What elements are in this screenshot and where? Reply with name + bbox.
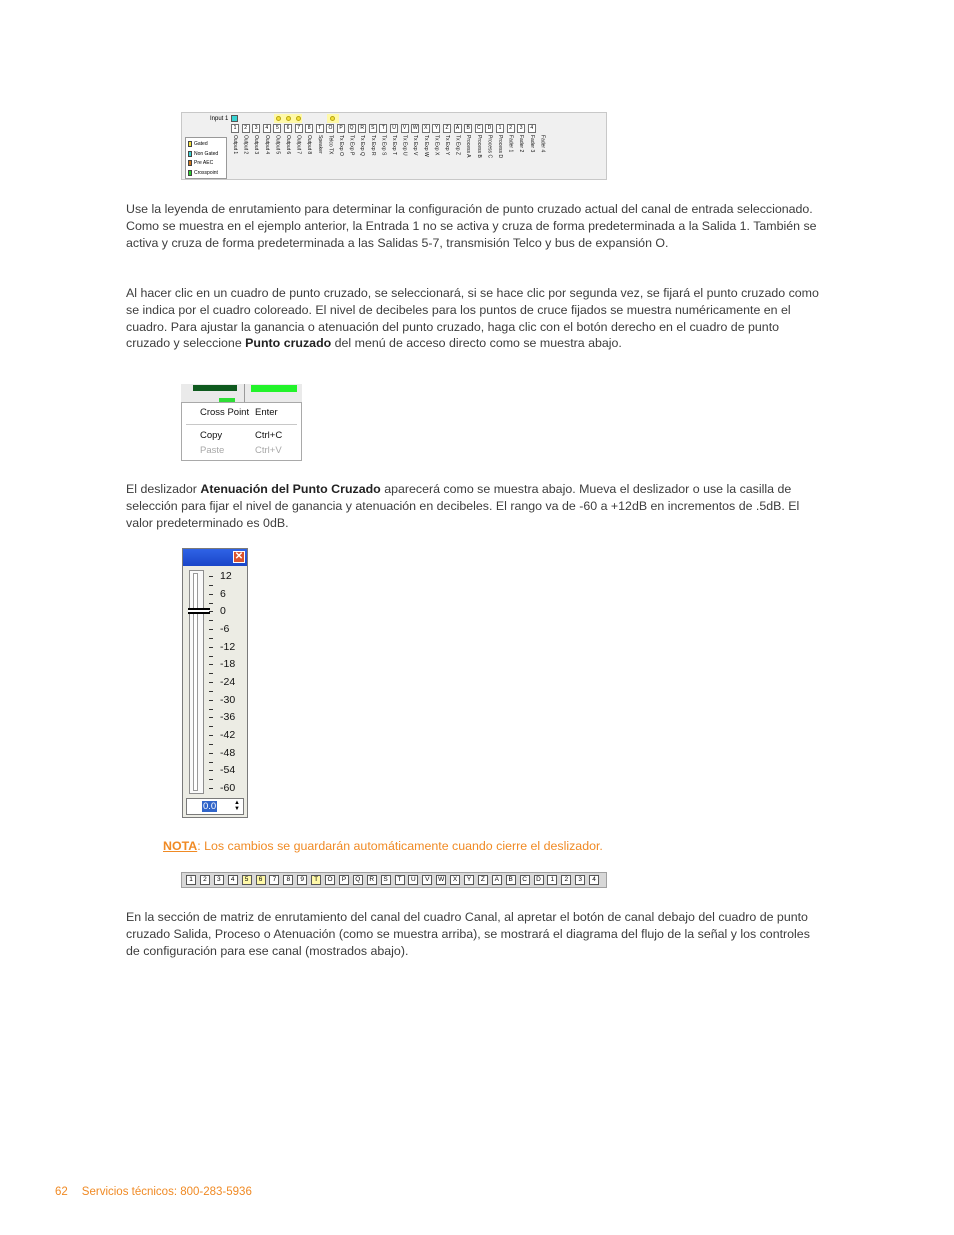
column-label-text: Tx Exp W xyxy=(422,135,429,157)
scale-label: -54 xyxy=(220,764,236,776)
column-label xyxy=(337,135,345,179)
column-label xyxy=(464,135,472,179)
column-label-text: Speaker xyxy=(316,135,323,154)
column-label xyxy=(411,135,419,179)
column-label-text: Tx Exp Y xyxy=(444,135,450,156)
column-label xyxy=(305,135,313,179)
scale-label: -36 xyxy=(220,711,236,723)
column-label xyxy=(432,135,440,179)
column-label-text: Fader 1 xyxy=(507,135,514,153)
input-crosspoint-cell[interactable] xyxy=(231,115,238,122)
column-label xyxy=(326,135,334,179)
matrix-button[interactable]: 7 xyxy=(295,124,303,133)
column-label xyxy=(454,135,462,179)
column-label-text: Tx Exp S xyxy=(380,135,387,156)
column-label xyxy=(517,135,525,179)
channel-button[interactable]: 1 xyxy=(547,875,557,885)
input-label: Input 1 xyxy=(210,116,229,122)
scale-tick xyxy=(209,638,213,639)
column-label xyxy=(538,135,546,179)
matrix-button[interactable]: B xyxy=(464,124,472,133)
scale-label: -30 xyxy=(220,694,236,706)
legend-label: Pre AEC xyxy=(194,160,214,166)
matrix-button[interactable]: T xyxy=(379,124,387,133)
matrix-button[interactable]: X xyxy=(422,124,430,133)
scale-tick xyxy=(209,629,213,630)
scale-tick xyxy=(209,700,213,701)
matrix-button[interactable]: P xyxy=(337,124,345,133)
matrix-button[interactable]: A xyxy=(454,124,462,133)
column-label-text: Tx Exp T xyxy=(391,135,397,155)
context-menu-figure xyxy=(181,384,302,461)
channel-button[interactable]: 1 xyxy=(186,875,196,885)
scale-label: -42 xyxy=(220,729,236,741)
channel-button[interactable]: Z xyxy=(478,875,488,885)
scale-tick xyxy=(209,717,213,718)
matrix-strip xyxy=(181,384,302,402)
column-label-text: Tx Exp U xyxy=(401,135,408,156)
column-label xyxy=(252,135,260,179)
slider-thumb[interactable] xyxy=(188,608,210,614)
scale-tick xyxy=(209,762,213,763)
paragraph-3-text: El deslizador xyxy=(126,482,201,496)
channel-button[interactable]: A xyxy=(492,875,502,885)
page-number: 62 xyxy=(55,1186,68,1198)
gated-dot-icon xyxy=(286,116,291,121)
channel-button[interactable]: 8 xyxy=(283,875,293,885)
column-label-text: Output 6 xyxy=(285,135,291,155)
column-label-text: Process D xyxy=(497,135,503,159)
column-label-text: Tx Exp X xyxy=(433,135,440,156)
scale-tick xyxy=(209,744,213,745)
column-label xyxy=(316,135,324,179)
slider-track[interactable] xyxy=(193,573,198,791)
column-label-text: Process A xyxy=(465,135,472,158)
channel-button[interactable]: 5 xyxy=(242,875,252,885)
column-label-text: Tx Exp P xyxy=(348,135,355,156)
menu-item-copy[interactable]: Copy xyxy=(200,430,223,441)
scale-tick xyxy=(209,682,213,683)
column-label-text: Output 7 xyxy=(295,135,302,155)
paragraph-1: Use la leyenda de enrutamiento para determinar la configuración de punto cruzado actual del canal de entrada seleccionado. Como se muestra en el ejemplo anterior, la Entrada 1 no se activa y cruza de forma predeterminada a la Salida 1. También se activa y cruza de forma predeterminada a las Salidas 5-7, transmisión Telco y bus de expansión O. xyxy=(126,202,817,250)
routing-legend xyxy=(185,137,227,179)
column-label xyxy=(369,135,377,179)
paragraph-4: En la sección de matriz de enrutamiento del canal del cuadro Canal, al apretar el botón de canal debajo del cuadro de punto cruzado Salida, Proceso o Atenuación (como se muestra arriba), se mostrará el diagrama del flujo de la señal y los controles de configuración para ese canal (mostrados abajo). xyxy=(126,910,810,958)
gated-dot-icon xyxy=(330,116,335,121)
note xyxy=(163,839,603,853)
menu-item-cross-point[interactable]: Cross Point xyxy=(200,407,250,418)
scale-label: 0 xyxy=(220,605,226,617)
paragraph-3-bold: Atenuación del Punto Cruzado xyxy=(200,482,381,496)
column-label-text: Output 5 xyxy=(274,135,281,155)
column-label-text: Tx Exp R xyxy=(369,135,376,156)
matrix-button[interactable]: 3 xyxy=(252,124,260,133)
scale-tick xyxy=(209,664,213,665)
matrix-button[interactable]: 4 xyxy=(528,124,536,133)
footer-text: Servicios técnicos: 800-283-5936 xyxy=(81,1186,252,1198)
scale-tick xyxy=(209,594,213,595)
legend-swatch-icon xyxy=(188,170,192,176)
channel-button[interactable]: Q xyxy=(353,875,363,885)
matrix-button[interactable]: 5 xyxy=(273,124,281,133)
legend-swatch-icon xyxy=(188,141,192,147)
matrix-button[interactable]: Q xyxy=(348,124,356,133)
column-label xyxy=(273,135,281,179)
channel-button[interactable]: R xyxy=(367,875,377,885)
matrix-button[interactable]: 8 xyxy=(305,124,313,133)
value-spinbox[interactable] xyxy=(186,798,244,815)
channel-button[interactable]: 9 xyxy=(297,875,307,885)
column-label-text: Telco TX xyxy=(327,135,334,155)
matrix-button[interactable]: V xyxy=(401,124,409,133)
legend-item xyxy=(188,170,218,176)
menu-item-paste[interactable]: Paste xyxy=(200,445,225,456)
scale-tick xyxy=(209,603,213,604)
matrix-button[interactable]: 1 xyxy=(496,124,504,133)
paragraph-3 xyxy=(126,481,826,531)
matrix-button[interactable]: 1 xyxy=(231,124,239,133)
column-label xyxy=(401,135,409,179)
menu-shortcut-paste: Ctrl+V xyxy=(255,445,282,456)
channel-button[interactable]: Y xyxy=(464,875,474,885)
column-label xyxy=(443,135,451,179)
scale-label: -60 xyxy=(220,782,236,794)
column-label xyxy=(295,135,303,179)
matrix-button[interactable]: T xyxy=(316,124,324,133)
column-label-text: Output 8 xyxy=(306,135,313,155)
channel-button[interactable]: 7 xyxy=(269,875,279,885)
channel-button[interactable]: T xyxy=(395,875,405,885)
paragraph-2-tail: del menú de acceso directo como se muestra abajo. xyxy=(331,336,622,351)
channel-button[interactable]: O xyxy=(325,875,335,885)
matrix-button[interactable]: 2 xyxy=(242,124,250,133)
matrix-button[interactable]: Z xyxy=(443,124,451,133)
spin-arrows-icon[interactable]: ▲ ▼ xyxy=(234,800,240,812)
legend-swatch-icon xyxy=(188,160,192,166)
note-text: : Los cambios se guardarán automáticamente cuando cierre el deslizador. xyxy=(197,839,603,853)
channel-button[interactable]: S xyxy=(381,875,391,885)
column-label xyxy=(475,135,483,179)
column-label xyxy=(379,135,387,179)
channel-button-row xyxy=(181,872,607,888)
column-label xyxy=(390,135,398,179)
matrix-button[interactable]: O xyxy=(326,124,334,133)
scale-tick xyxy=(209,788,213,789)
paragraph-3-tail: aparecerá como se muestra abajo. Mueva el deslizador o use la casilla de selección para fijar el nivel de ganancia y atenuación en decibeles. El rango va de -60 a +12dB en incrementos de .5dB. El valor predeterminado es 0dB. xyxy=(126,482,800,530)
page-footer xyxy=(55,1186,252,1198)
legend-label: Gated xyxy=(194,141,208,147)
column-label xyxy=(507,135,515,179)
scale-label: 6 xyxy=(220,588,226,600)
column-label-text: Tx Exp O xyxy=(338,135,344,156)
matrix-button[interactable]: 4 xyxy=(263,124,271,133)
scale-tick xyxy=(209,585,213,586)
channel-button[interactable]: 4 xyxy=(228,875,238,885)
column-label-text: Output 3 xyxy=(253,135,260,155)
gated-dot-icon xyxy=(296,116,301,121)
legend-item xyxy=(188,151,218,157)
channel-button[interactable]: C xyxy=(520,875,530,885)
scale-tick xyxy=(209,576,213,577)
channel-button[interactable]: T xyxy=(311,875,321,885)
menu-shortcut-enter: Enter xyxy=(255,407,278,418)
column-label-text: Process C xyxy=(486,135,493,159)
scale-tick xyxy=(209,770,213,771)
legend-label: Non Gated xyxy=(194,150,219,157)
crosspoint-bar-green xyxy=(251,385,297,392)
matrix-button[interactable]: 6 xyxy=(284,124,292,133)
channel-button[interactable]: U xyxy=(408,875,418,885)
scale-tick xyxy=(209,656,213,657)
legend-label: Crosspoint xyxy=(194,169,218,176)
menu-shortcut-copy: Ctrl+C xyxy=(255,430,283,441)
legend-swatch-icon xyxy=(188,151,192,157)
scale-tick xyxy=(209,726,213,727)
channel-button[interactable]: 3 xyxy=(214,875,224,885)
spinbox-value[interactable]: 0.0 xyxy=(203,801,217,812)
scale-label: -12 xyxy=(220,641,236,653)
routing-matrix-figure xyxy=(181,112,607,180)
paragraph-2 xyxy=(126,285,826,352)
channel-button[interactable]: B xyxy=(506,875,516,885)
matrix-button[interactable]: Y xyxy=(432,124,440,133)
scale-tick xyxy=(209,753,213,754)
paragraph-2-text: Al hacer clic en un cuadro de punto cruzado, se seleccionará, si se hace clic por segunda vez, se fijará el punto cruzado como se indica por el cuadro coloreado. El nivel de decibeles para los puntos de cruce fijados se muestra numéricamente en el cuadro. Para ajustar la ganancia o atenuación del punto cruzado, haga clic con el botón derecho en el cuadro de punto cruzado y seleccione xyxy=(126,286,819,351)
column-label-text: Tx Exp Q xyxy=(359,135,366,156)
column-label-text: Fader 3 xyxy=(528,135,535,153)
channel-button[interactable]: X xyxy=(450,875,460,885)
gated-dot-icon xyxy=(276,116,281,121)
scale-label: -6 xyxy=(220,623,230,635)
crosspoint-attenuation-slider-window xyxy=(182,548,248,818)
channel-button[interactable]: 6 xyxy=(256,875,266,885)
paragraph-2-bold: Punto cruzado xyxy=(245,336,332,351)
scale-tick xyxy=(209,620,213,621)
channel-button[interactable]: V xyxy=(422,875,432,885)
legend-item xyxy=(188,141,208,147)
scale-label: -18 xyxy=(220,658,236,670)
scale-label: -24 xyxy=(220,676,236,688)
column-label xyxy=(348,135,356,179)
column-label xyxy=(231,135,239,179)
matrix-button[interactable]: C xyxy=(475,124,483,133)
note-label: NOTA xyxy=(163,839,198,853)
channel-button[interactable]: 2 xyxy=(200,875,210,885)
column-label-text: Fader 4 xyxy=(539,135,546,153)
column-label-text: Fader 2 xyxy=(518,135,525,153)
scale-tick xyxy=(209,647,213,648)
column-label-text: Process B xyxy=(475,135,482,158)
matrix-button[interactable]: W xyxy=(412,125,418,131)
channel-button[interactable]: W xyxy=(438,876,445,883)
column-label xyxy=(422,135,430,179)
column-label-text: Output 4 xyxy=(263,135,270,155)
close-button[interactable]: ✕ xyxy=(234,551,244,562)
channel-button[interactable]: P xyxy=(339,875,349,885)
matrix-button[interactable]: S xyxy=(369,124,377,133)
scale-label: 12 xyxy=(220,570,232,582)
column-label xyxy=(485,135,493,179)
column-divider xyxy=(244,384,245,402)
matrix-button[interactable]: 3 xyxy=(517,124,525,133)
window-titlebar[interactable] xyxy=(183,549,247,566)
scale-tick xyxy=(209,779,213,780)
scale-tick xyxy=(209,673,213,674)
context-menu xyxy=(181,402,302,461)
channel-button[interactable]: 2 xyxy=(561,875,571,885)
channel-button[interactable]: 4 xyxy=(589,875,599,885)
column-label xyxy=(263,135,271,179)
column-label xyxy=(358,135,366,179)
matrix-button[interactable]: R xyxy=(358,124,366,133)
scale-label: -48 xyxy=(220,747,236,759)
column-label xyxy=(496,135,504,179)
legend-item xyxy=(188,160,213,166)
scale-tick xyxy=(209,691,213,692)
scale-tick xyxy=(209,709,213,710)
column-label-text: Output 2 xyxy=(242,135,249,155)
scale-tick xyxy=(209,735,213,736)
channel-button[interactable]: 3 xyxy=(575,875,585,885)
menu-separator xyxy=(186,424,297,425)
scale-tick xyxy=(209,611,213,612)
matrix-button[interactable]: 2 xyxy=(507,124,515,133)
column-label-text: Output 1 xyxy=(232,135,238,155)
matrix-button[interactable]: D xyxy=(485,124,493,133)
column-label xyxy=(242,135,250,179)
matrix-button[interactable]: U xyxy=(390,124,398,133)
column-label-text: Tx Exp Z xyxy=(454,135,461,156)
crosspoint-bar-dark xyxy=(193,385,237,391)
column-label xyxy=(528,135,536,179)
column-label xyxy=(284,135,292,179)
column-label-text: Tx Exp V xyxy=(412,135,419,156)
channel-button[interactable]: D xyxy=(534,875,544,885)
